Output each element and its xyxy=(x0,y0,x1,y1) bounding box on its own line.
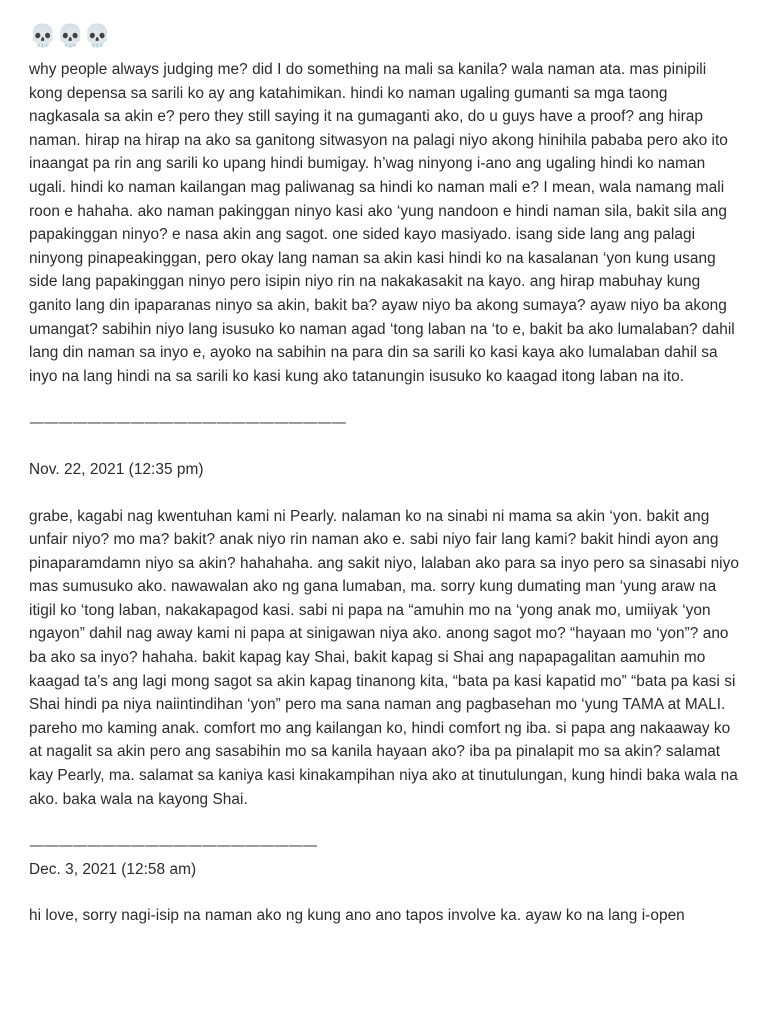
spacer xyxy=(29,482,741,505)
divider-line: ———————————————————— xyxy=(29,836,317,855)
entry-date-nov-22: Nov. 22, 2021 (12:35 pm) xyxy=(29,460,204,478)
entry-date-dec-3: Dec. 3, 2021 (12:58 am) xyxy=(29,860,197,878)
note-paragraph-1: why people always judging me? did I do something na mali sa kanila? wala naman ata. mas pinipili kong depensa sa sarili ko ay ang katahimikan. hindi ko naman ugaling gumanti sa mga taong nagkasala sa akin e? pero they still saying it na gumaganti ako, do u guys have a proof? ang hirap naman. hirap na hirap na ako sa ganitong sitwasyon na palagi niyo akong hinihila pababa pero ako ito inaangat pa rin ang sarili ko upang hindi bumigay. h’wag ninyong i-ano ang ugaling hindi ko naman ugali. hindi ko naman kailangan mag paliwanag sa hindi ko naman mali e? I mean, wala namang mali roon e hahaha. ako naman pakinggan ninyo kasi ako ‘yung nandoon e hindi naman sila, bakit sila ang papakinggan ninyo? e nasa akin ang sagot. one sided kayo masiyado. isang side lang ang palagi ninyong pinapeakinggan, pero okay lang naman sa akin kasi hindi ko na kasalanan ‘yon kung usang side lang papakinggan ninyo pero isipin niyo rin na nakakasakit na kayo. ang hirap mabuhay kung ganito lang din ipaparanas ninyo sa akin, bakit ba? ayaw niyo ba akong sumaya? ayaw niyo ba akong umangat? sabihin niyo lang isusuko ko naman agad ‘tong laban na ‘to e, bakit ba ako lumalaban? dahil lang din naman sa inyo e, ayoko na sabihin na para din sa sarili ko kasi kaya ako lumalaban dahil sa inyo na lang hindi na sa sarili ko kasi kung ako tatanungin isusuko ko kaagad itong laban na ito. xyxy=(29,61,735,385)
spacer xyxy=(29,435,741,458)
spacer xyxy=(29,811,741,834)
divider-line: —————————————————————— xyxy=(29,413,346,432)
note-body[interactable] xyxy=(29,22,741,928)
spacer xyxy=(29,881,741,904)
skull-emoji-row: 💀💀💀 xyxy=(29,24,112,49)
note-paragraph-2: grabe, kagabi nag kwentuhan kami ni Pearly. nalaman ko na sinabi ni mama sa akin ‘yon. bakit ang unfair niyo? mo ma? bakit? anak niyo rin naman ako e. sabi niyo fair lang kami? bakit hindi ayon ang pinaparamdamn niyo sa akin? hahahaha. ang sakit niyo, lalaban ako para sa inyo pero sa sinasabi niyo mas sumusuko ako. nawawalan ako ng gana lumaban, ma. sorry kung dumating man ‘yung araw na itigil ko ‘tong laban, nakakapagod kasi. sabi ni papa na “amuhin mo na ‘yong anak mo, umiiyak ‘yon ngayon” dahil nag away kami ni papa at sinigawan niya ako. anong sagot mo? “hayaan mo ‘yon”? ano ba ako sa inyo? hahaha. bakit kapag kay Shai, bakit kapag si Shai ang napapagalitan aamuhin mo kaagad ta’s ang lagi mong sagot sa akin kapag tinanong kita, “bata pa kasi kapatid mo” “bata pa kasi si Shai hindi pa niya naiintindihan ‘yon” pero ma sana naman ang pagbasehan mo ‘yung TAMA at MALI. pareho mo kaming anak. comfort mo ang kailangan ko, hindi comfort ng iba. si papa ang nakaaway ko at nagalit sa akin pero ang sasabihin mo sa kanila hayaan ako? iba pa pinalapit mo sa akin? salamat kay Pearly, ma. salamat sa kaniya kasi kinakampihan niya ako at tinutulungan, kung hindi baka wala na ako. baka wala na kayong Shai. xyxy=(29,507,740,808)
note-paragraph-3: hi love, sorry nagi-isip na naman ako ng kung ano ano tapos involve ka. ayaw ko na lang i-open xyxy=(29,907,685,925)
spacer xyxy=(29,388,741,411)
